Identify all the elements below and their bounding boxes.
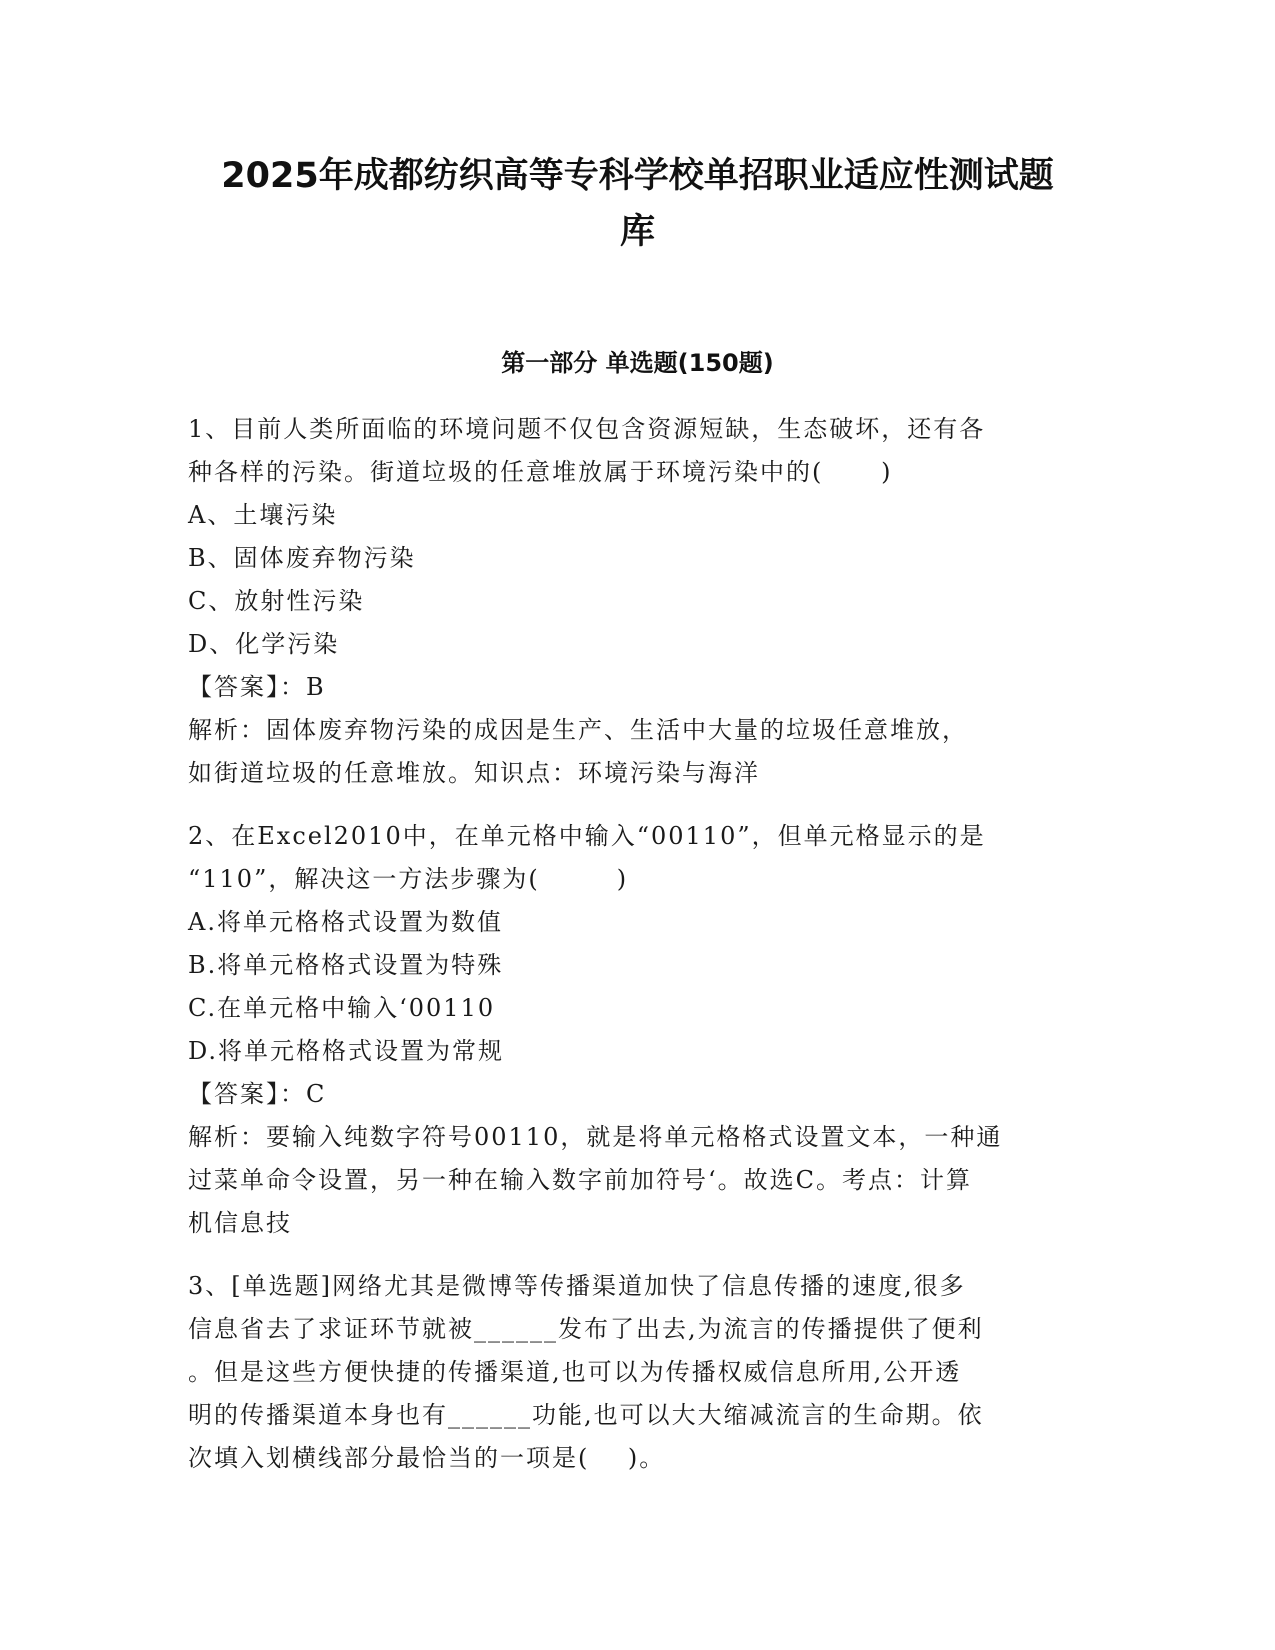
option-d: D.将单元格格式设置为常规 — [188, 1037, 505, 1065]
option-c: C.在单元格中输入‘00110 — [188, 994, 496, 1022]
answer-line: 【答案】：C — [188, 1080, 327, 1108]
option-d: D、化学污染 — [188, 630, 340, 658]
analysis-line: 解析：要输入纯数字符号00110，就是将单元格格式设置文本，一种通 — [188, 1123, 1003, 1151]
question-stem-line: “110”，解决这一方法步骤为( ) — [188, 865, 629, 893]
analysis-line: 如街道垃圾的任意堆放。知识点：环境污染与海洋 — [188, 759, 760, 787]
option-b: B、固体废弃物污染 — [188, 544, 416, 572]
question-3 — [188, 1265, 1088, 1480]
question-stem-line: 信息省去了求证环节就被______发布了出去,为流言的传播提供了便利 — [188, 1315, 984, 1343]
analysis-line: 解析：固体废弃物污染的成因是生产、生活中大量的垃圾任意堆放， — [188, 716, 968, 744]
section-heading: 第一部分 单选题(150题) — [501, 349, 774, 377]
question-stem-line: 次填入划横线部分最恰当的一项是( )。 — [188, 1444, 666, 1472]
question-1 — [188, 408, 1088, 795]
question-spacer — [188, 1245, 1088, 1265]
option-a: A.将单元格格式设置为数值 — [188, 908, 503, 936]
question-stem-line: 明的传播渠道本身也有______功能,也可以大大缩减流言的生命期。依 — [188, 1401, 984, 1429]
analysis-line: 过菜单命令设置，另一种在输入数字前加符号‘。故选C。考点：计算 — [188, 1166, 972, 1194]
question-list — [188, 408, 1088, 1480]
question-spacer — [188, 795, 1088, 815]
question-stem-line: 2、在Excel2010中，在单元格中输入“00110”，但单元格显示的是 — [188, 822, 986, 850]
question-stem-line: 。但是这些方便快捷的传播渠道,也可以为传播权威信息所用,公开透 — [188, 1358, 962, 1386]
question-stem-line: 3、[单选题]网络尤其是微博等传播渠道加快了信息传播的速度,很多 — [188, 1272, 966, 1300]
question-stem-line: 1、目前人类所面临的环境问题不仅包含资源短缺，生态破坏，还有各 — [188, 415, 986, 443]
analysis-line: 机信息技 — [188, 1209, 292, 1237]
document-title — [180, 148, 1095, 260]
option-b: B.将单元格格式设置为特殊 — [188, 951, 504, 979]
question-2 — [188, 815, 1088, 1245]
option-c: C、放射性污染 — [188, 587, 365, 615]
question-stem-line: 种各样的污染。街道垃圾的任意堆放属于环境污染中的( ) — [188, 458, 893, 486]
title-line-2: 库 — [619, 212, 655, 252]
answer-line: 【答案】：B — [188, 673, 326, 701]
title-line-1: 2025年成都纺织高等专科学校单招职业适应性测试题 — [221, 156, 1054, 196]
option-a: A、土壤污染 — [188, 501, 338, 529]
